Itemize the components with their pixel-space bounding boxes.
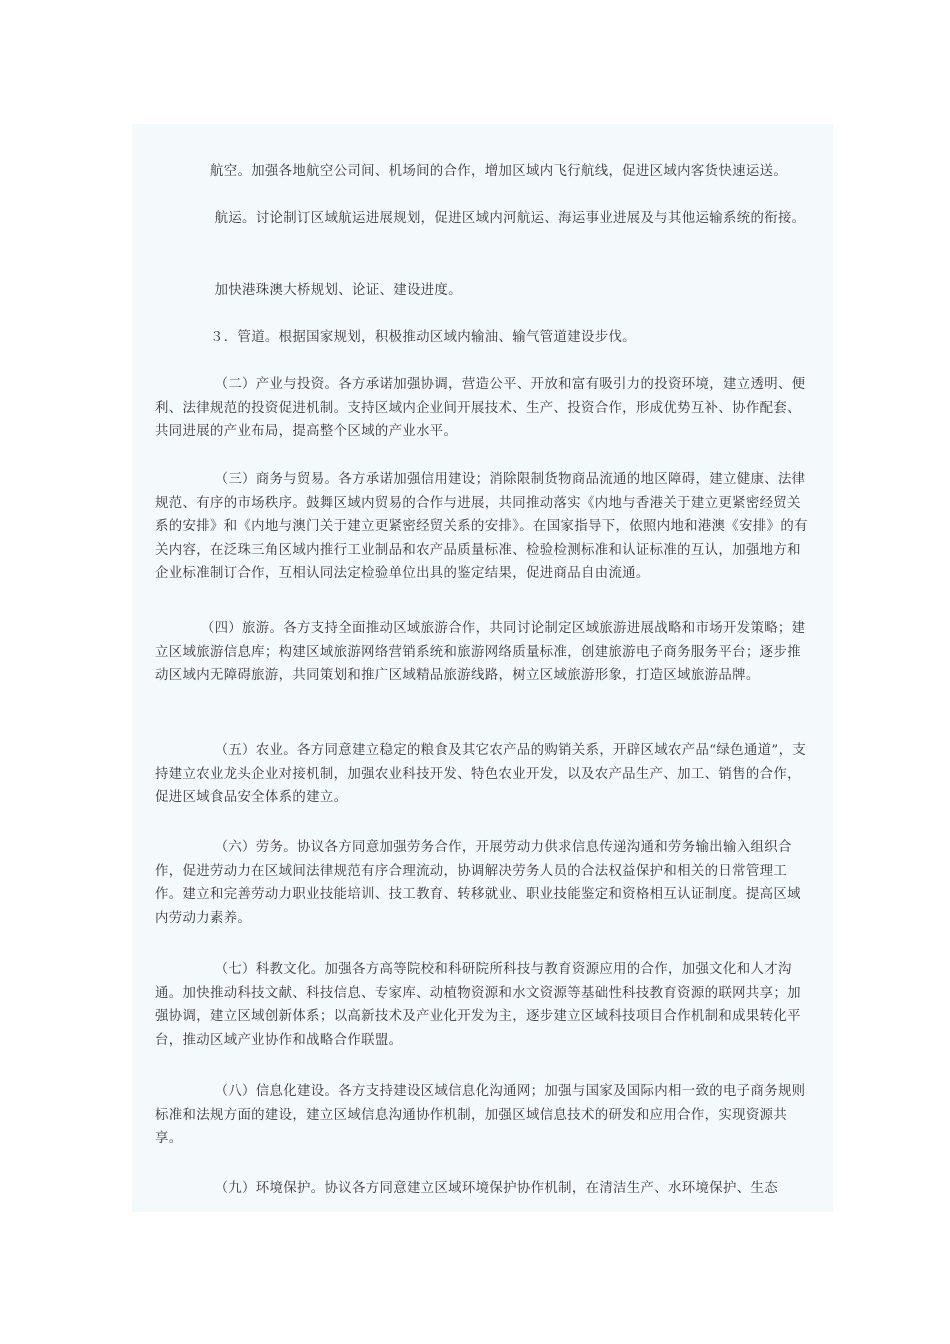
paragraph-pipeline: ３．管道。根据国家规划，积极推动区域内输油、输气管道建设步伐。	[209, 330, 636, 345]
paragraph-science-education: （七）科教文化。加强各方高等院校和科研院所科技与教育资源应用的合作，加强文化和人才沟通。加快推动科技文献、科技信息、专家库、动植物资源和水文资源等基础性科技教育资源的联网共享；加强协调，建立区域创新体系；以高新技术及产业化开发为主，逐步建立区域科技项目合作机制和成果转化平台，推动区域产业协作和战略合作联盟。	[155, 962, 801, 1048]
paragraph-environment: （九）环境保护。协议各方同意建立区域环境保护协作机制，在清洁生产、水环境保护、生态	[214, 1181, 778, 1196]
paragraph-shipping: 航运。讨论制订区域航运进展规划，促进区域内河航运、海运事业进展及与其他运输系统的衔接。	[214, 211, 806, 226]
paragraph-tourism: （四）旅游。各方支持全面推动区域旅游合作，共同讨论制定区域旅游进展战略和市场开发策略；建立区域旅游信息库；构建区域旅游网络营销系统和旅游网络质量标准，创建旅游电子商务服务平台；逐步推动区域内无障碍旅游，共同策划和推广区域精品旅游线路，树立区域旅游形象，打造区域旅游品牌。	[155, 621, 806, 683]
paragraph-aviation: 航空。加强各地航空公司间、机场间的合作，增加区域内飞行航线，促进区域内客货快速运送。	[209, 164, 788, 179]
paragraph-bridge: 加快港珠澳大桥规划、论证、建设进度。	[214, 283, 462, 298]
paragraph-informatization: （八）信息化建设。各方支持建设区域信息化沟通网；加强与国家及国际内相一致的电子商务规则标准和法规方面的建设，建立区域信息沟通协作机制，加强区域信息技术的研发和应用合作，实现资源共享。	[155, 1084, 806, 1146]
paragraph-commerce-trade: （三）商务与贸易。各方承诺加强信用建设；消除限制货物商品流通的地区障碍，建立健康、法律规范、有序的市场秩序。鼓舞区域内贸易的合作与进展，共同推动落实《内地与香港关于建立更紧密经贸关系的安排》和《内地与澳门关于建立更紧密经贸关系的安排》。在国家指导下，依照内地和港澳《安排》的有关内容，在泛珠三角区域内推行工业制品和农产品质量标准、检验检测标准和认证标准的互认，加强地方和企业标准制订合作，互相认同法定检验单位出具的鉴定结果，促进商品自由流通。	[155, 472, 808, 581]
paragraph-labor: （六）劳务。协议各方同意加强劳务合作，开展劳动力供求信息传递沟通和劳务输出输入组织合作，促进劳动力在区域间法律规范有序合理流动，协调解决劳务人员的合法权益保护和相关的日常管理工作。建立和完善劳动力职业技能培训、技工教育、转移就业、职业技能鉴定和资格相互认证制度。提高区域内劳动力素养。	[155, 840, 801, 926]
paragraph-industry-investment: （二）产业与投资。各方承诺加强协调，营造公平、开放和富有吸引力的投资环境，建立透明、便利、法律规范的投资促进机制。支持区域内企业间开展技术、生产、投资合作，形成优势互补、协作配套、共同进展的产业布局，提高整个区域的产业水平。	[155, 377, 806, 439]
paragraph-agriculture: （五）农业。各方同意建立稳定的粮食及其它农产品的购销关系，开辟区域农产品“绿色通道”，支持建立农业龙头企业对接机制，加强农业科技开发、特色农业开发，以及农产品生产、加工、销售的合作，促进区域食品安全体系的建立。	[155, 743, 807, 805]
